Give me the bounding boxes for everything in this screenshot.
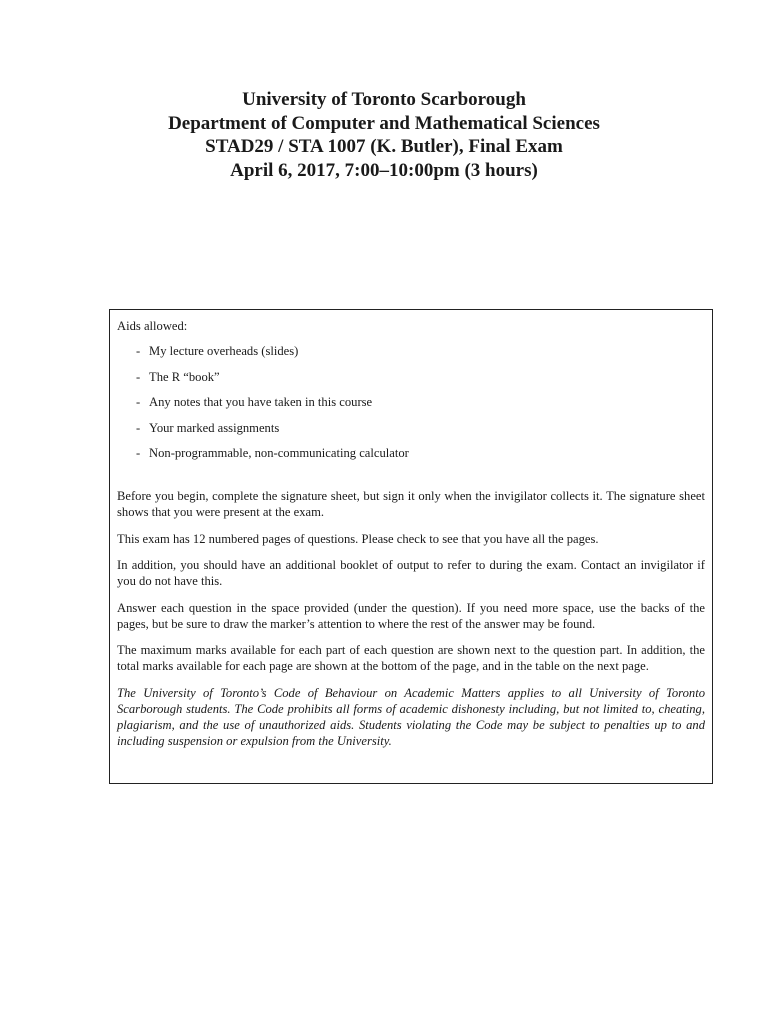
aids-allowed-title: Aids allowed: [117,319,188,333]
page-count-instructions: This exam has 12 numbered pages of questions. Please check to see that you have all the pages. [117,531,599,546]
list-dash: - [136,446,141,461]
aids-item [136,445,705,461]
exam-header [0,88,768,182]
aids-item [136,394,705,410]
aids-item [136,343,705,359]
aids-item-label: My lecture overheads (slides) [149,344,299,358]
exam-date: April 6, 2017, 7:00–10:00pm (3 hours) [230,159,538,181]
code-of-behaviour: The University of Toronto’s Code of Behaviour on Academic Matters applies to all University of Toronto Scarborough students. The Code prohibits all forms of academic dishonesty including, but not limited to, cheating, plagiarism, and the use of unauthorized aids. Students violating the Code may be subject to penalties up to and including suspension or expulsion from the University. [117,685,705,748]
aids-item-label: Your marked assignments [149,420,280,435]
aids-item [136,420,705,436]
university-name: University of Toronto Scarborough [242,89,526,110]
marks-instructions: The maximum marks available for each part of each question are shown next to the question part. In addition, the total marks available for each page are shown at the bottom of the page, and in the table on the next page. [117,643,705,674]
list-dash: - [136,344,141,358]
aids-list [117,343,705,461]
aids-item-label: The R “book” [149,369,220,384]
aids-item-label: Non-programmable, non-communicating calculator [149,446,409,461]
signature-instructions: Before you begin, complete the signature sheet, but sign it only when the invigilator collects it. The signature sheet shows that you were present at the exam. [117,489,705,520]
list-dash: - [136,369,141,384]
department-name: Department of Computer and Mathematical Sciences [168,112,600,134]
list-dash: - [136,395,141,410]
aids-item [136,369,705,385]
course-title: STAD29 / STA 1007 (K. Butler), Final Exam [205,136,563,157]
aids-item-label: Any notes that you have taken in this course [149,395,373,410]
instructions-box [109,309,713,784]
list-dash: - [136,420,141,435]
answer-space-instructions: Answer each question in the space provided (under the question). If you need more space, use the backs of the pages, but be sure to draw the marker’s attention to where the rest of the answer may be found. [117,600,705,631]
output-booklet-instructions: In addition, you should have an additional booklet of output to refer to during the exam. Contact an invigilator if you do not have this. [117,558,705,589]
